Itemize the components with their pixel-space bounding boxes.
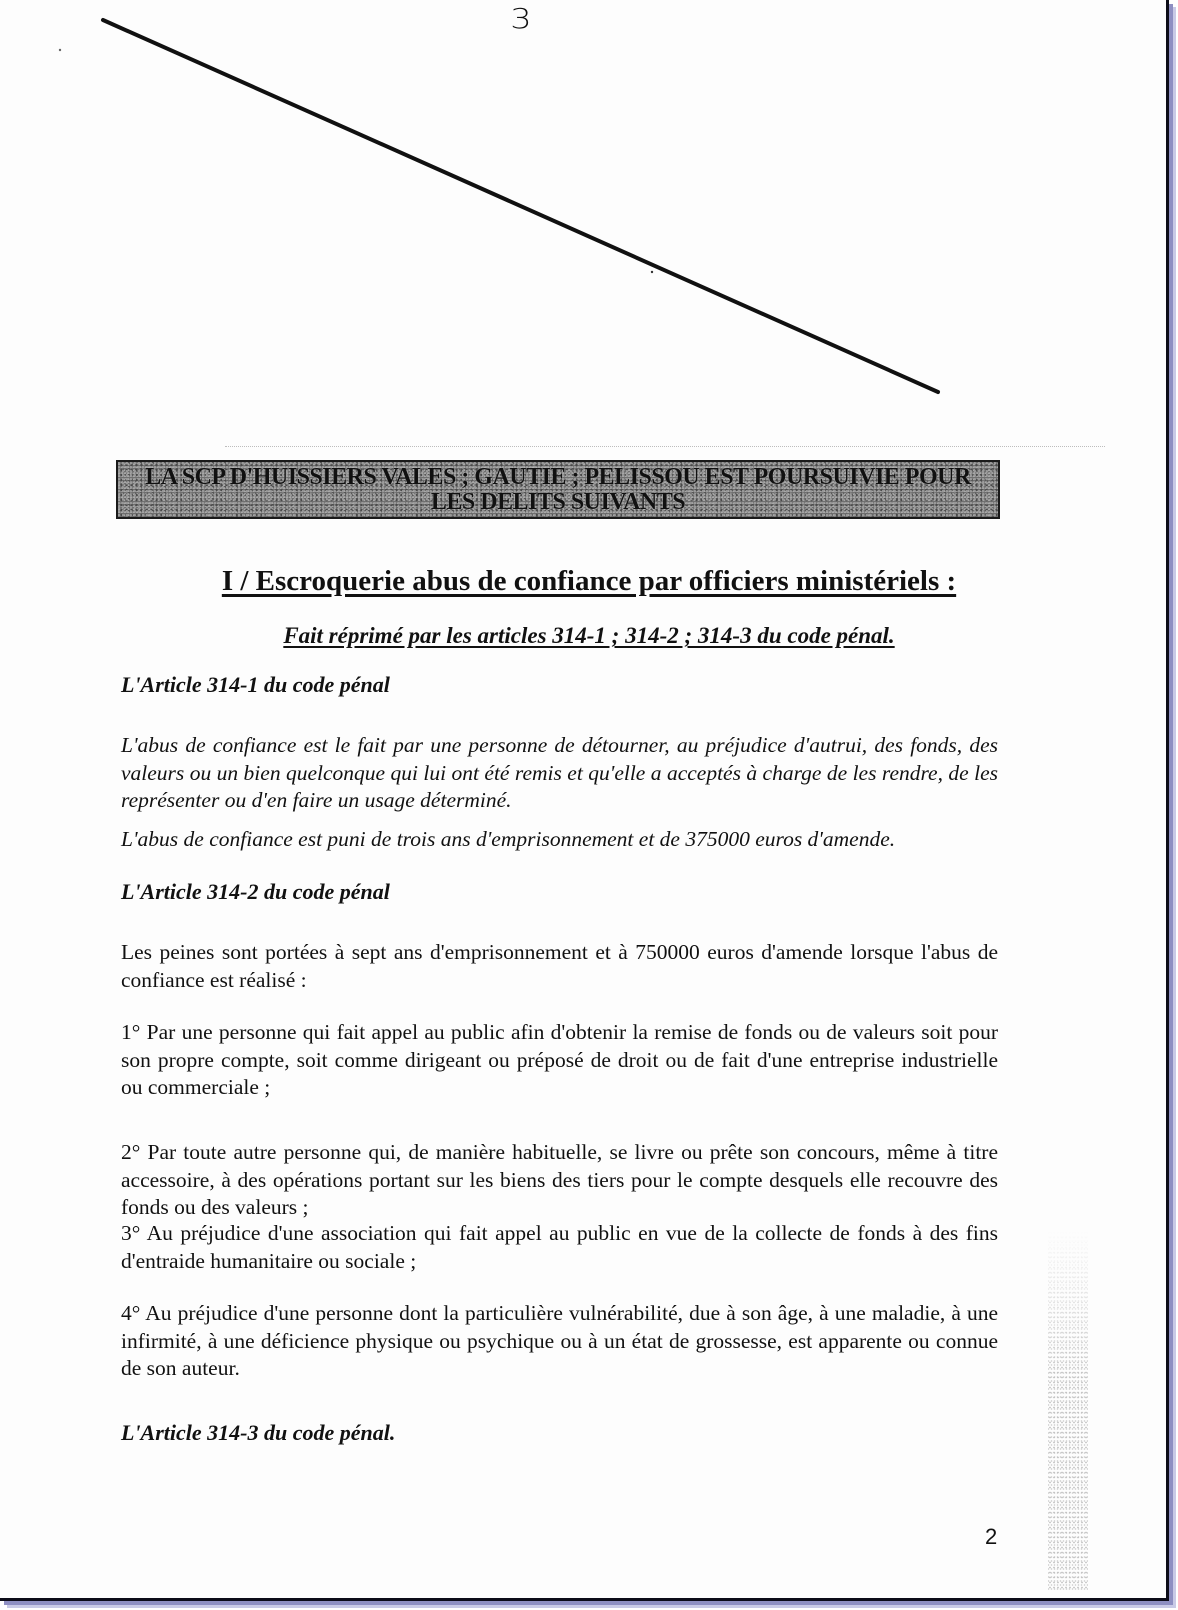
scan-artifact-line xyxy=(225,446,1105,447)
scan-dot xyxy=(651,271,653,273)
banner-line-1: LA SCP D'HUISSIERS VALES ; GAUTIE ; PELISSOU EST POURSUIVIE POUR xyxy=(145,464,971,490)
scan-dot xyxy=(59,49,61,51)
article-title: L'Article 314-2 du code pénal xyxy=(121,879,390,904)
article-title: L'Article 314-3 du code pénal. xyxy=(121,1420,396,1445)
article-paragraph: L'abus de confiance est puni de trois ans d'emprisonnement et de 375000 euros d'amende. xyxy=(121,827,896,851)
article-list-item: 3° Au préjudice d'une association qui fait appel au public en vue de la collecte de fonds à des fins d'entraide humanitaire ou sociale ; xyxy=(121,1221,998,1273)
scan-noise xyxy=(1048,1230,1088,1590)
article-title: L'Article 314-1 du code pénal xyxy=(121,672,390,697)
diagonal-strike-line xyxy=(0,0,1166,420)
article-paragraph: Les peines sont portées à sept ans d'emprisonnement et à 750000 euros d'amende lorsque l'abus de confiance est réalisé : xyxy=(121,940,998,992)
strike-line xyxy=(103,20,938,392)
article-list-item: 2° Par toute autre personne qui, de manière habituelle, se livre ou prête son concours, même à titre accessoire, à des opérations portant sur les biens des tiers pour le compte desquels elle recouvre des fonds ou des valeurs ; xyxy=(121,1140,998,1219)
handwritten-page-mark: 3 xyxy=(510,2,532,35)
page-number: 2 xyxy=(985,1524,998,1549)
section-heading: I / Escroquerie abus de confiance par officiers ministériels : xyxy=(221,565,957,597)
section-subheading: Fait réprimé par les articles 314-1 ; 314-2 ; 314-3 du code pénal. xyxy=(283,623,895,648)
article-list-item: 4° Au préjudice d'une personne dont la particulière vulnérabilité, due à son âge, à une maladie, à une infirmité, à une déficience physique ou psychique ou à un état de grossesse, est apparente ou connue de son auteur. xyxy=(121,1301,998,1380)
banner xyxy=(116,460,1000,519)
article-list-item: 1° Par une personne qui fait appel au public afin d'obtenir la remise de fonds ou de valeurs soit pour son propre compte, soit comme dirigeant ou préposé de droit ou de fait d'une entreprise industrielle ou commerciale ; xyxy=(121,1020,998,1099)
banner-line-2: LES DELITS SUIVANTS xyxy=(430,489,686,515)
article-paragraph: L'abus de confiance est le fait par une personne de détourner, au préjudice d'autrui, des fonds, des valeurs ou un bien quelconque qui lui ont été remis et qu'elle a acceptés à charge de les rendre, de les représenter ou d'en faire un usage déterminé. xyxy=(121,733,998,812)
